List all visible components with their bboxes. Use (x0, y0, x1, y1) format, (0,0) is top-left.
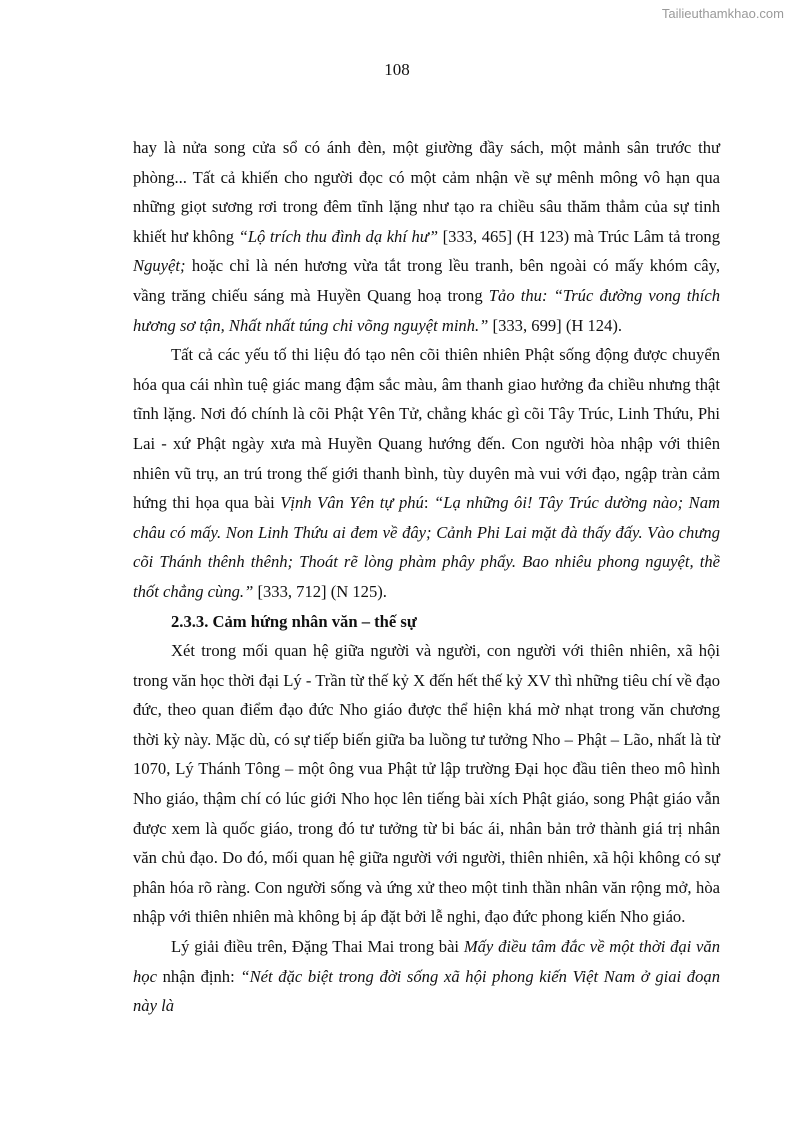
p4-text-2: nhận định: (156, 966, 241, 986)
p4-title-may-dieu: Mấy điều tâm đắc về một thời đại văn học (133, 937, 721, 986)
page-number: 108 (384, 60, 410, 79)
p2-title-vinh-van-yen: Vịnh Vân Yên tự phú (280, 493, 424, 513)
paragraph-quan-he: Xét trong mối quan hệ giữa người và người, con người với thiên nhiên, xã hội trong văn học thời đại Lý - Trần từ thế kỷ X đến hết thế kỷ XV thì những tiêu chí về đạo đức, theo quan điểm đạo đức Nho giáo được thể hiện khá mờ nhạt trong văn chương thời kỳ này. Mặc dù, có sự tiếp biến giữa ba luồng tư tưởng Nho – Phật – Lão, nhất là từ 1070, Lý Thánh Tông – một ông vua Phật tử lập trường Đại học đầu tiên theo mô hình Nho giáo, thậm chí có lúc giới Nho học lên tiếng bài xích Phật giáo, song Phật giáo vẫn được xem là quốc giáo, trong đó tư tưởng từ bi bác ái, nhân bản trở thành giá trị nhân văn chủ đạo. Do đó, mối quan hệ giữa người với người, thiên nhiên, xã hội không có sự phân hóa rõ ràng. Con người sống và ứng xử theo một tinh thần nhân văn rộng mở, hòa nhập với thiên nhiên mà không bị áp đặt bởi lễ nghi, đạo đức phong kiến Nho giáo. (133, 641, 720, 927)
p1-text-2: [333, 465] (H 123) mà Trúc Lâm tả trong (438, 226, 720, 246)
watermark: Tailieuthamkhao.com (661, 6, 784, 21)
p4-text-1: Lý giải điều trên, Đặng Thai Mai trong bài (171, 937, 464, 957)
p1-text-3: hoặc chỉ là nén hương vừa tắt trong lều tranh, bên ngoài có mấy khóm cây, vầng trăng chiếu sáng mà Huyền Quang hoạ trong (133, 256, 720, 305)
p2-text-2: : (423, 493, 434, 513)
p1-text-4: [333, 699] (H 124). (488, 315, 623, 335)
paragraph-ly-giai (133, 932, 720, 1021)
p2-quote-poem: “Lạ những ôi! Tây Trúc dường nào; Nam châu có mấy. Non Linh Thứu ai đem về đây; Cảnh Phi Lai mặt đà thấy đấy. Vào chưng cõi Thánh thênh thênh; Thoát rẽ lòng phàm phây phẩy. Bao nhiêu phong nguyệt, thề thốt chẳng cùng.” (133, 493, 720, 601)
p1-title-nguyet: Nguyệt; (133, 256, 186, 276)
p1-quote-tao-thu: Tảo thu: “Trúc đường vong thích hương sơ tận, Nhất nhất túng chi võng nguyệt minh.” (133, 285, 720, 335)
paragraph-thien-nhien-phat (133, 340, 720, 606)
section-heading: 2.3.3. Cảm hứng nhân văn – thế sự (171, 611, 417, 631)
document-body (133, 133, 720, 1021)
p2-text-3: [333, 712] (N 125). (253, 581, 387, 601)
p2-text-1: Tất cả các yếu tố thi liệu đó tạo nên cõi thiên nhiên Phật sống động được chuyển hóa qua cái nhìn tuệ giác mang đậm sắc màu, âm thanh giao hưởng đa chiều nhưng thật tĩnh lặng. Nơi đó chính là cõi Phật Yên Tử, chẳng khác gì cõi Tây Trúc, Linh Thứu, Phi Lai - xứ Phật ngày xưa mà Huyền Quang hướng đến. Con người hòa nhập với thiên nhiên vũ trụ, an trú trong thế giới thanh bình, tùy duyên mà vui với đạo, ngập tràn cảm hứng thi họa qua bài (133, 345, 720, 513)
p4-quote-dang-thai-mai: “Nét đặc biệt trong đời sống xã hội phong kiến Việt Nam ở giai đoạn này là (133, 966, 720, 1016)
p1-quote-lo-trich: “Lộ trích thu đình dạ khí hư” (238, 226, 439, 246)
p1-text-1: hay là nửa song cửa sổ có ánh đèn, một giường đầy sách, một mảnh sân trước thư phòng... Tất cả khiến cho người đọc có một cảm nhận về sự mênh mông vô hạn qua những giọt sương rơi trong đêm tĩnh lặng như tạo ra chiều sâu thăm thẳm của sự tinh khiết hư không (133, 138, 720, 246)
paragraph-continuation (133, 133, 720, 340)
